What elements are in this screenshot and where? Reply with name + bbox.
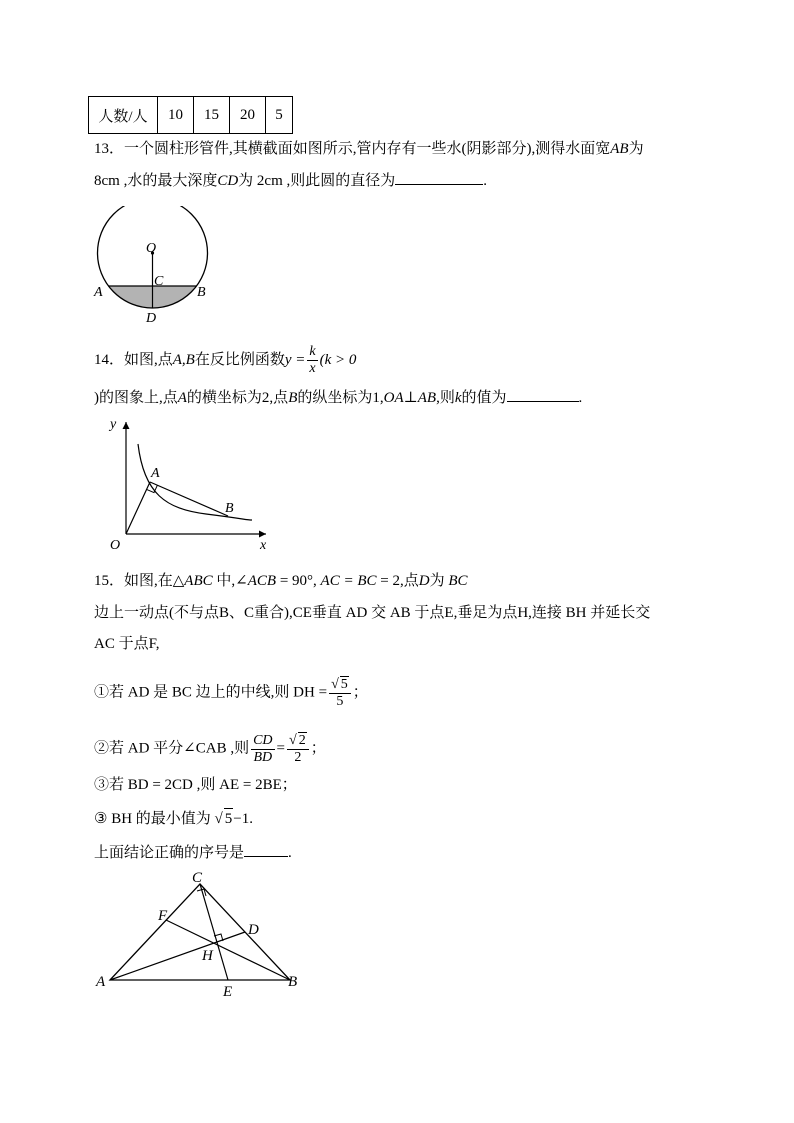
q14-text: 14．如图,点 <box>94 351 173 368</box>
q15-line2: 边上一动点(不与点B、C重合),CE垂直 AD 交 AB 于点E,垂足为点H,连接 BH 并延长交 <box>94 605 651 621</box>
q13-cd: CD <box>217 173 239 189</box>
label-x: x <box>260 538 267 553</box>
q15-conclusion <box>94 843 292 863</box>
s1-fraction <box>329 676 351 710</box>
q13-ab: AB <box>610 141 629 157</box>
q15-line3: AC 于点F, <box>94 636 160 652</box>
label-e: E <box>223 984 233 1000</box>
label-y: y <box>110 417 117 432</box>
statement-1 <box>94 676 368 710</box>
q14-text2d: ,则 <box>436 390 455 406</box>
s1-text: ①若 AD 是 BC 边上的中线,则 DH = <box>94 684 328 701</box>
table-cell: 20 <box>230 97 266 134</box>
q15-acbc: AC = BC <box>320 573 377 589</box>
frac-num: k <box>309 344 316 359</box>
q14-text2c: 的纵坐标为1, <box>297 390 384 406</box>
s2-end: ； <box>310 740 326 757</box>
s2-radicand: 2 <box>298 733 306 748</box>
q14-text2a: )的图象上,点 <box>94 390 178 406</box>
table-cell: 5 <box>266 97 293 134</box>
q13-text2a: 8cm ,水的最大深度 <box>94 173 218 189</box>
s2-den1: BD <box>253 749 273 765</box>
label-d: D <box>146 311 157 326</box>
circle-figure <box>88 206 218 328</box>
triangle-abc <box>110 884 290 980</box>
q15-text1e: 为 <box>429 573 449 589</box>
q14-end: . <box>578 390 583 406</box>
s4-radicand: 5 <box>224 808 234 829</box>
q15-text1d: = 2,点 <box>376 573 419 589</box>
statement-3: ③若 BD = 2CD ,则 AE = 2BE； <box>94 777 297 793</box>
q14-a: A <box>177 390 187 406</box>
q14-k: k <box>454 390 462 406</box>
q15-bc: BC <box>448 573 468 589</box>
q15-abc: ABC <box>184 573 213 589</box>
s2-num2: √ 2 <box>287 732 309 750</box>
table-row <box>89 97 293 134</box>
answer-blank[interactable] <box>507 400 579 402</box>
s4-text-b: −1. <box>233 811 253 827</box>
statement-4: ③ BH 的最小值为 √ 5−1. <box>94 808 253 829</box>
label-a: A <box>96 974 106 990</box>
q15-line1 <box>94 571 468 591</box>
q14-line2 <box>94 388 582 408</box>
s2-fraction-1 <box>251 733 274 766</box>
label-b: B <box>197 285 206 300</box>
answer-blank[interactable] <box>244 855 288 857</box>
label-f: F <box>158 908 168 924</box>
answer-blank[interactable] <box>395 183 483 185</box>
q13-wei: 为 <box>628 141 644 157</box>
q13-line1 <box>94 139 644 159</box>
frac-den: x <box>309 361 316 376</box>
q14-condition: (k > 0 <box>319 351 357 368</box>
q14-line1 <box>94 344 356 377</box>
q14-text-mid: 在反比例函数 <box>194 351 285 368</box>
segment-oa <box>126 482 150 534</box>
s2-den2: 2 <box>294 750 302 765</box>
q13-text: 13．一个圆柱形管件,其横截面如图所示,管内存有一些水(阴影部分),测得水面宽 <box>94 141 611 157</box>
q15-text1: 15．如图,在△ <box>94 573 185 589</box>
label-h: H <box>202 948 213 964</box>
label-b: B <box>288 974 298 990</box>
s2-eq: = <box>276 740 285 757</box>
q13-text2b: 为 2cm ,则此圆的直径为 <box>238 173 396 189</box>
q15-acb: ACB <box>247 573 277 589</box>
q14-perp: OA⊥AB <box>383 390 437 406</box>
q14-y-eq: y = <box>284 351 306 368</box>
label-a: A <box>151 466 160 481</box>
q15-text1b: 中,∠ <box>212 573 248 589</box>
label-a: A <box>94 285 103 300</box>
q14-b: B <box>288 390 298 406</box>
q13-line2 <box>94 171 487 191</box>
q15-text1c: = 90°, <box>276 573 321 589</box>
triangle-figure <box>90 868 310 1002</box>
label-c: C <box>154 274 164 289</box>
q14-fraction <box>307 344 317 377</box>
s1-end: ； <box>352 684 368 701</box>
s2-fraction-2 <box>287 732 309 766</box>
s1-radicand: 5 <box>340 677 348 692</box>
label-o: O <box>110 538 121 553</box>
s1-den: 5 <box>336 694 344 709</box>
label-c: C <box>192 870 203 886</box>
q15-d: D <box>418 573 430 589</box>
right-angle-c <box>197 889 206 896</box>
q14-points: A,B <box>172 351 195 368</box>
q14-text2b: 的横坐标为2,点 <box>186 390 289 406</box>
s4-text: ③ BH 的最小值为 <box>94 811 211 827</box>
q13-end: . <box>483 173 487 189</box>
label-d: D <box>248 922 259 938</box>
table-cell: 10 <box>158 97 194 134</box>
table-cell: 15 <box>194 97 230 134</box>
s2-text: ②若 AD 平分∠CAB ,则 <box>94 740 250 757</box>
conclusion-text: 上面结论正确的序号是 <box>94 845 245 861</box>
segment-ad <box>110 932 245 980</box>
statement-2 <box>94 732 326 766</box>
label-b: B <box>225 501 234 516</box>
hyperbola-curve <box>138 444 252 520</box>
label-o: O <box>146 241 157 256</box>
q14-text2e: 的值为 <box>461 390 507 406</box>
s2-num1: CD <box>253 732 273 748</box>
segment-bf <box>166 920 290 980</box>
hyperbola-figure <box>96 414 276 554</box>
s1-num: √ 5 <box>329 676 351 694</box>
table-cell: 人数/人 <box>89 97 158 134</box>
q15-end: . <box>288 845 292 861</box>
data-table <box>88 96 293 134</box>
